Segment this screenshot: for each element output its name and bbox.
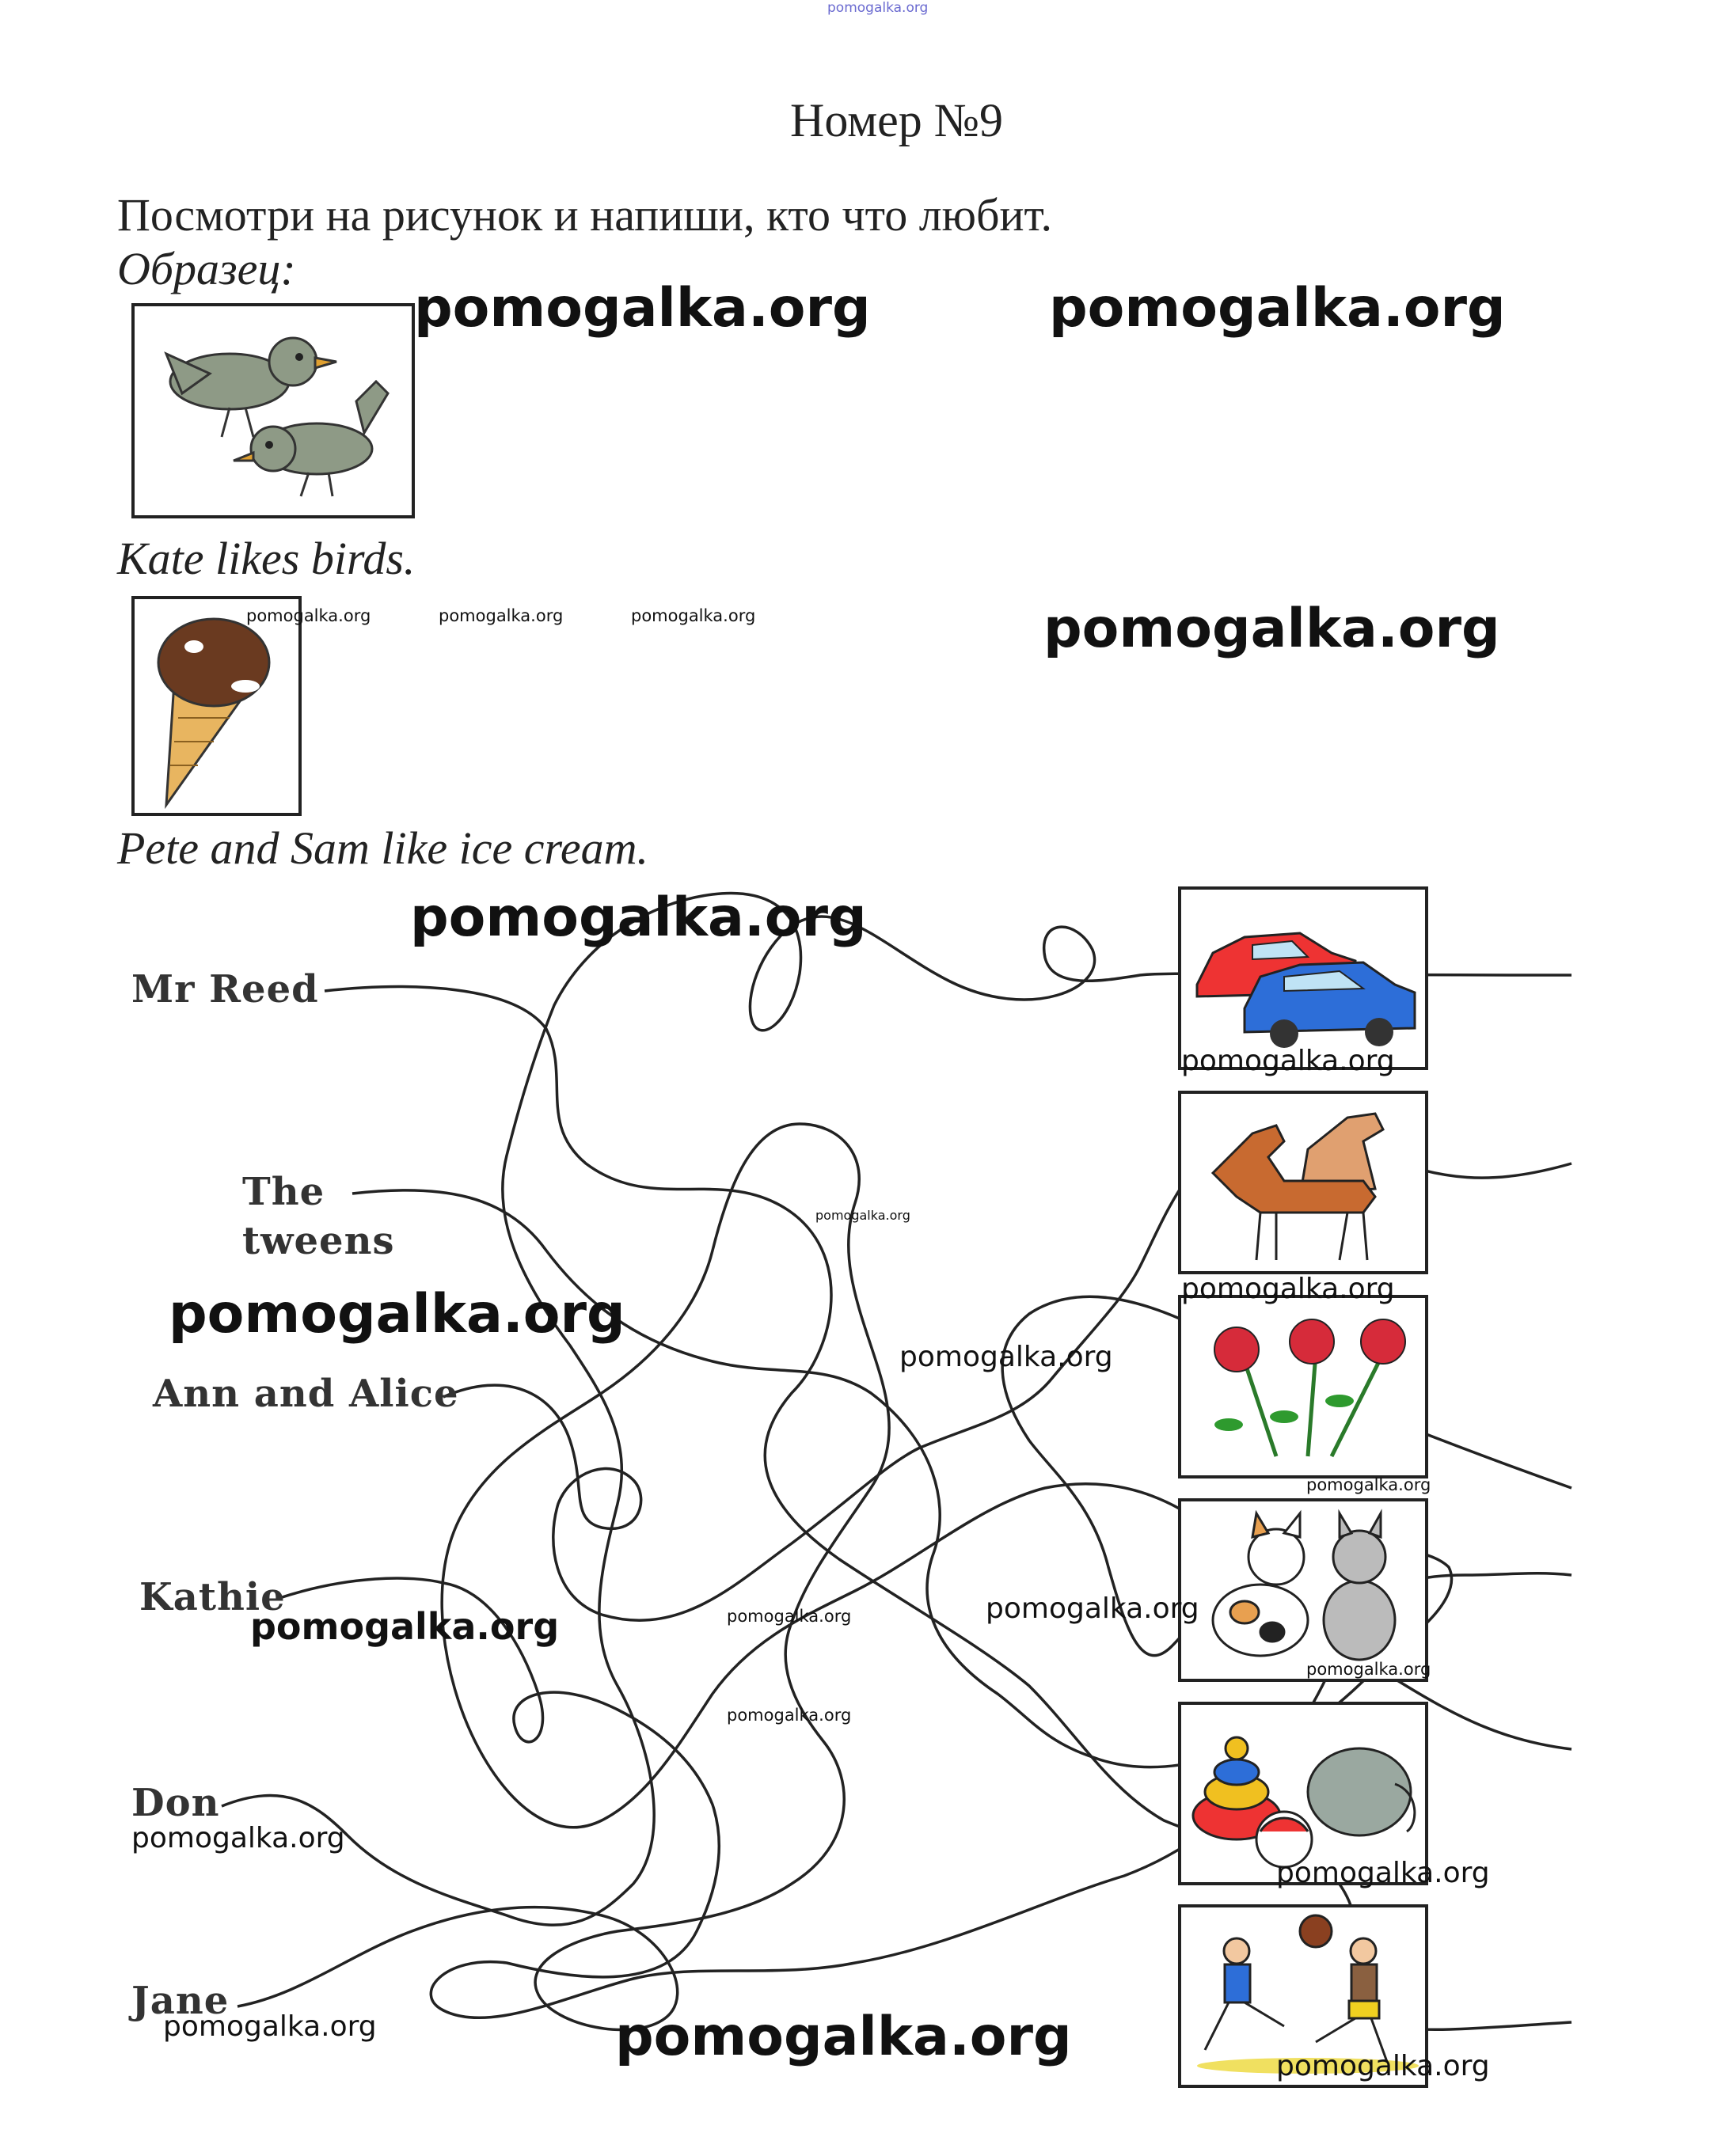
watermark-23: pomogalka.org <box>1276 2050 1490 2082</box>
watermark-14: pomogalka.org <box>250 1605 560 1648</box>
cars-icon <box>1181 890 1425 1067</box>
watermark-3: pomogalka.org <box>246 606 371 625</box>
watermark-16: pomogalka.org <box>986 1592 1199 1625</box>
watermark-top: pomogalka.org <box>827 0 929 16</box>
watermark-22: pomogalka.org <box>615 2006 1072 2068</box>
watermark-7: pomogalka.org <box>410 886 867 949</box>
sample-label: Образец: <box>117 243 296 294</box>
watermark-19: pomogalka.org <box>131 1822 345 1854</box>
watermark-9: pomogalka.org <box>815 1208 910 1223</box>
name-kathie: Kathie <box>139 1575 286 1619</box>
watermark-4: pomogalka.org <box>439 606 564 625</box>
toys-icon <box>1181 1705 1425 1882</box>
cats-picture <box>1178 1498 1428 1682</box>
name-ann-and-alice: Ann and Alice <box>153 1372 459 1416</box>
watermark-15: pomogalka.org <box>727 1607 852 1626</box>
example-sentence-1: Kate likes birds. <box>117 533 416 584</box>
cat-icon <box>1181 1501 1425 1679</box>
name-tweens: tweens <box>242 1219 395 1263</box>
watermark-6: pomogalka.org <box>1043 598 1500 660</box>
name-the: The <box>242 1170 325 1214</box>
watermark-17: pomogalka.org <box>1306 1660 1431 1679</box>
instruction-text: Посмотри на рисунок и напиши, кто что любит. <box>117 189 1053 241</box>
roses-picture <box>1178 1295 1428 1478</box>
watermark-21: pomogalka.org <box>163 2010 377 2043</box>
cars-picture <box>1178 886 1428 1070</box>
watermark-18: pomogalka.org <box>727 1706 852 1725</box>
watermark-1: pomogalka.org <box>414 277 871 340</box>
name-mr-reed: Mr Reed <box>131 967 319 1012</box>
watermark-20: pomogalka.org <box>1276 1857 1490 1889</box>
horses-picture <box>1178 1091 1428 1274</box>
watermark-12: pomogalka.org <box>899 1341 1113 1373</box>
watermark-5: pomogalka.org <box>631 606 756 625</box>
example-sentence-2: Pete and Sam like ice cream. <box>117 822 649 874</box>
watermark-10: pomogalka.org <box>169 1283 625 1346</box>
page-title: Номер №9 <box>790 94 1004 146</box>
watermark-13: pomogalka.org <box>1306 1475 1431 1494</box>
name-don: Don <box>131 1781 220 1825</box>
watermark-2: pomogalka.org <box>1049 277 1506 340</box>
horse-icon <box>1181 1094 1425 1271</box>
name-jane: Jane <box>131 1979 230 2023</box>
watermark-11: pomogalka.org <box>1181 1273 1395 1305</box>
watermark-8: pomogalka.org <box>1181 1045 1395 1077</box>
rose-icon <box>1181 1298 1425 1475</box>
